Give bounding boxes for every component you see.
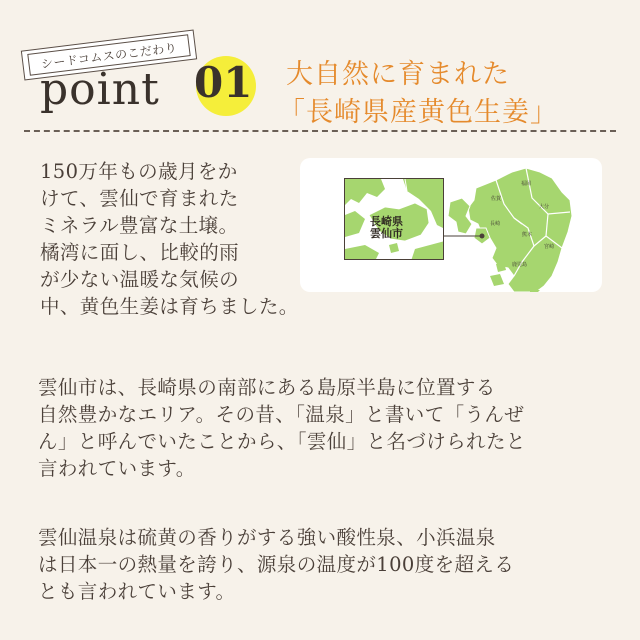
paragraph-2-line: 自然豊かなエリア。その昔、「温泉」と書いて「うんぜ [38,403,525,426]
paragraph-3 [38,524,610,605]
dashed-divider [24,130,616,132]
pref-label-kagoshima: 鹿児島 [512,262,528,268]
paragraph-3-line: 雲仙温泉は硫黄の香りがする強い酸性泉、小浜温泉 [38,526,496,549]
paragraph-2 [38,374,610,482]
pref-label-oita: 大分 [539,204,550,210]
inset-label-prefecture: 長崎県 [370,215,403,228]
intro-line: 150万年もの歳月をか [40,160,238,183]
paragraph-3-line: とも言われています。 [38,580,236,603]
inset-label-city: 雲仙市 [370,227,403,240]
paragraph-2-line: 言われています。 [38,457,196,480]
pref-label-miyazaki: 宮崎 [544,244,555,250]
pref-label-nagasaki: 長崎 [490,221,501,227]
pref-label-kumamoto: 熊本 [522,232,533,238]
title-line-2: 「長崎県産黄色生姜」 [278,97,558,128]
point-number: 01 [194,58,253,107]
point-word: point [40,64,160,115]
intro-line: けて、雲仙で育まれた [40,187,239,210]
tag-text: シードコムスのこだわり [40,40,178,71]
inset-label [370,216,403,240]
paragraph-2-line: ん」と呼んでいたことから、「雲仙」と名づけられたと [38,430,526,453]
paragraph-2-line: 雲仙市は、長崎県の南部にある島原半島に位置する [38,376,496,399]
nagasaki-peninsula [448,198,472,234]
pref-label-saga: 佐賀 [491,196,502,202]
intro-line: ミネラル豊富な土壌。 [40,214,239,237]
intro-line: 中、黄色生姜は育ちました。 [40,295,299,318]
paragraph-3-line: は日本一の熱量を誇り、源泉の温度が100度を超える [38,553,515,576]
intro-line: 橘湾に面し、比較的雨 [40,241,240,264]
pref-label-fukuoka: 福岡 [521,181,532,187]
intro-line: が少ない温暖な気候の [40,268,240,291]
title-line-1: 大自然に育まれた [286,59,510,90]
intro-paragraph [40,158,340,320]
